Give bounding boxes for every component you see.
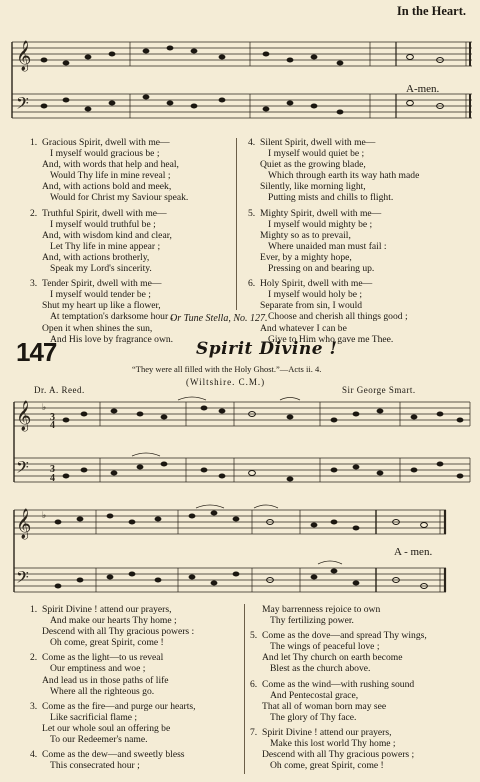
svg-text:𝄞: 𝄞 (16, 41, 32, 71)
verse-line: This consecrated hour ; (50, 760, 140, 772)
verse-line: Pressing on and bearing up. (268, 263, 375, 275)
verse-number: 2. (30, 207, 38, 219)
verse-line: Would for Christ my Saviour speak. (50, 192, 189, 204)
verse-line: Descend with all Thy gracious powers : (42, 626, 195, 638)
verse-line: Come as the light—to us reveal (42, 652, 164, 664)
scripture-epigraph: “They were all filled with the Holy Ghost.”—Acts ii. 4. (132, 364, 322, 374)
verse-line: Where unaided man must fail : (268, 240, 387, 252)
svg-text:3: 3 (50, 412, 55, 423)
verse-line: And let Thy church on earth become (262, 652, 403, 664)
verse-number: 1. (30, 604, 38, 615)
verse-number: 6. (250, 678, 258, 690)
verse-line: Ever, by a mighty hope, (260, 251, 352, 263)
verse (30, 700, 260, 746)
verse-line: Come as the wind—with rushing sound (262, 678, 415, 690)
author-credit: Dr. A. Reed. (34, 385, 85, 395)
verse-line: Separate from sin, I would (260, 300, 363, 312)
verse-line: I myself would mighty be ; (268, 218, 373, 230)
column-divider-2 (244, 604, 245, 774)
verse-line: I myself would gracious be ; (50, 148, 160, 160)
verse-line: Silently, like morning light, (260, 181, 366, 193)
verse (30, 604, 260, 649)
verse-line: That all of woman born may see (262, 700, 387, 712)
verse (262, 604, 480, 626)
verse-number: 5. (248, 207, 256, 219)
svg-text:4: 4 (50, 420, 55, 431)
hymn-title: Spirit Divine ! (196, 339, 338, 359)
verse-line: Open it when shines the sun, (42, 322, 153, 334)
verse-line: Oh come, great Spirit, come ! (270, 760, 384, 772)
verse-line: And His love by fragrance own. (50, 333, 174, 345)
verse-line: And, with words that help and heal, (42, 159, 179, 171)
hymn-number: 147 (16, 337, 57, 367)
verse-line: I myself would quiet be ; (268, 148, 365, 160)
music-score-system-1 (0, 396, 480, 494)
verse-line: Mighty Spirit, dwell with me— (260, 207, 382, 219)
verse-line: Mighty so as to prevail, (260, 229, 351, 241)
amen-label-bottom: A - men. (394, 546, 433, 558)
verse-line: At temptation's darksome hour ; (50, 311, 174, 323)
verse-line: And whatever I can be (260, 322, 347, 334)
verse-line: And Pentecostal grace, (270, 689, 359, 701)
verse-line: Come as the dove—and spread Thy wings, (262, 630, 427, 642)
verse-number: 3. (30, 278, 38, 290)
verse (30, 137, 254, 204)
verse-line: I myself would holy be ; (268, 289, 363, 301)
svg-text:𝄞: 𝄞 (16, 509, 32, 539)
svg-text:3: 3 (50, 464, 55, 475)
svg-text:𝄢: 𝄢 (16, 93, 29, 117)
svg-text:𝄢: 𝄢 (16, 457, 29, 481)
verse-line: Truthful Spirit, dwell with me— (42, 207, 167, 219)
verse-line: Blest as the church above. (270, 663, 371, 675)
verse-line: Would Thy life in mine reveal ; (50, 170, 171, 182)
verse-line: Descend with all Thy gracious powers ; (262, 749, 415, 761)
verse-line: Putting mists and chills to flight. (268, 192, 394, 204)
verse-number: 4. (30, 749, 38, 761)
verse (250, 630, 480, 675)
verse-line: Make this lost world Thy home ; (270, 738, 396, 750)
verse-line: Come as the dew—and sweetly bless (42, 749, 185, 761)
verse-line: The glory of Thy face. (270, 711, 357, 723)
verse-line: Shut my heart up like a flower, (42, 300, 161, 312)
verse-line: Oh come, great Spirit, come ! (50, 637, 164, 649)
verse-line: Come as the fire—and purge our hearts, (42, 700, 196, 712)
svg-text:𝄢: 𝄢 (16, 567, 29, 591)
verse-line: Let our whole soul an offering be (42, 722, 171, 734)
verse (248, 207, 480, 275)
verse-line: Gracious Spirit, dwell with me— (42, 137, 170, 148)
music-score-top (0, 36, 480, 124)
verse-number: 2. (30, 652, 38, 664)
svg-text:♭: ♭ (42, 403, 47, 413)
verse-line: Holy Spirit, dwell with me— (260, 278, 373, 290)
verse-line: I myself would truthful be ; (50, 218, 156, 230)
verse-line: Let Thy life in mine appear ; (50, 240, 161, 252)
alternate-tune-reference: Or Tune Stella, No. 127. (170, 313, 268, 324)
verse-line: The wings of peaceful love ; (270, 641, 380, 653)
verse-line: May barrenness rejoice to own (262, 604, 381, 615)
verse (248, 278, 480, 345)
verse-line: Spirit Divine ! attend our prayers, (262, 726, 392, 738)
verse (30, 207, 254, 275)
verse-line: Quiet as the growing blade, (260, 159, 366, 171)
verse-line: Which through earth its way hath made (268, 170, 420, 182)
verse-line: Where all the righteous go. (50, 685, 155, 697)
composer-credit: Sir George Smart. (342, 385, 416, 395)
verse-line: And lead us in those paths of life (42, 674, 169, 686)
amen-label-top: A-men. (406, 83, 440, 95)
column-divider (236, 138, 237, 310)
verse-number: 3. (30, 700, 38, 712)
tune-meter: (Wiltshire. C.M.) (186, 377, 266, 387)
svg-text:𝄞: 𝄞 (16, 401, 32, 431)
verse-line: I myself would tender be ; (50, 289, 151, 301)
verse (30, 278, 254, 345)
verse-number: 4. (248, 137, 256, 148)
svg-text:♭: ♭ (42, 511, 47, 521)
verse-number: 5. (250, 630, 258, 642)
verse-line: Tender Spirit, dwell with me— (42, 278, 162, 290)
verse-line: And, with wisdom kind and clear, (42, 229, 172, 241)
verse (30, 749, 260, 772)
hymn-verses-right (250, 604, 480, 775)
verse-line: Give to Him who gave me Thee. (268, 333, 394, 345)
verse (30, 652, 260, 697)
verse-line: Silent Spirit, dwell with me— (260, 137, 376, 148)
svg-text:4: 4 (50, 473, 55, 484)
verse-line: And make our hearts Thy home ; (50, 615, 177, 627)
verse-number: 1. (30, 137, 38, 148)
verse-line: Choose and cherish all things good ; (268, 311, 408, 323)
verse-line: Like sacrificial flame ; (50, 711, 138, 723)
verse (250, 678, 480, 723)
verse-number: 6. (248, 278, 256, 290)
top-verses-right (248, 137, 480, 349)
verse (248, 137, 480, 204)
hymn-verses-left (30, 604, 260, 775)
verse-line: Spirit Divine ! attend our prayers, (42, 604, 172, 615)
verse-number: 7. (250, 726, 258, 738)
verse-line: Thy fertilizing power. (270, 615, 354, 627)
verse-line: Speak my Lord's sincerity. (50, 263, 152, 275)
verse-line: And, with actions brotherly, (42, 251, 150, 263)
section-title: In the Heart. (396, 4, 466, 18)
verse-line: To our Redeemer's name. (50, 734, 148, 746)
verse-line: And, with actions bold and meek, (42, 181, 172, 193)
verse-line: Our emptiness and woe ; (50, 663, 146, 675)
verse (250, 726, 480, 772)
